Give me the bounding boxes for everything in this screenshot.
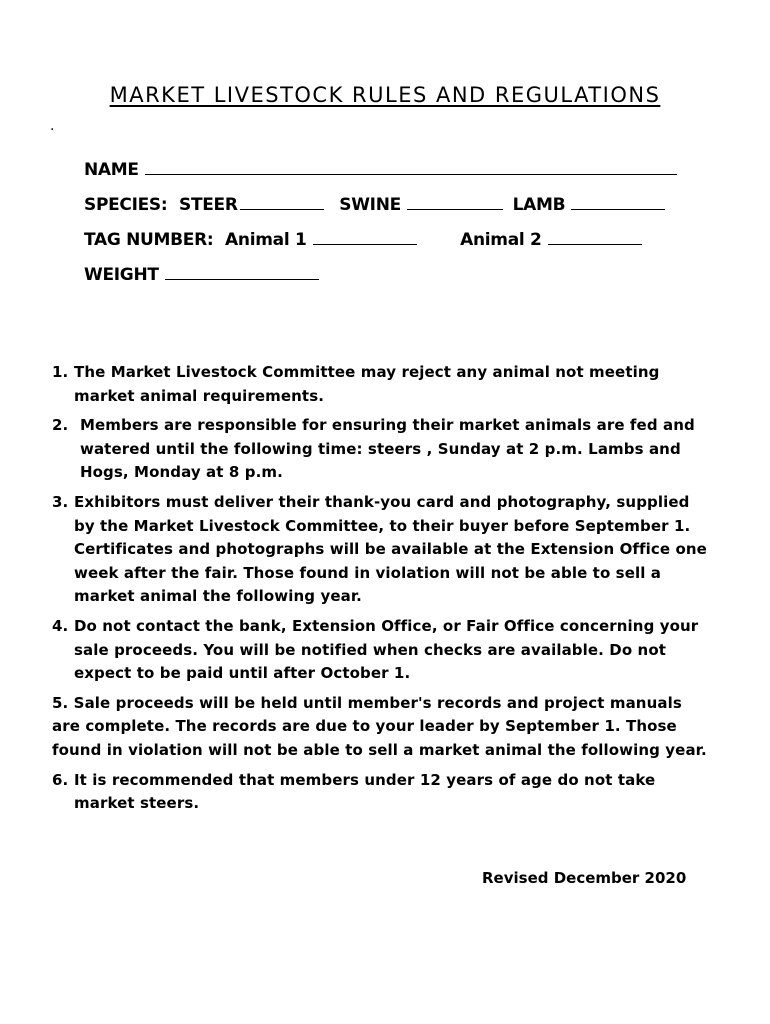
rule-text [52,692,712,763]
tag-number-label: TAG NUMBER: [84,230,214,250]
rules-list [52,361,712,822]
rule-item [52,692,712,763]
name-label: NAME [84,160,139,180]
rule-item [52,361,712,408]
weight-row [84,265,319,285]
weight-label: WEIGHT [84,265,159,285]
rule-number: 5. [52,693,69,712]
name-field[interactable] [145,173,677,175]
tag-number-row [84,230,642,250]
rule-text: It is recommended that members under 12 years of age do not take market steers. [74,770,656,813]
weight-field[interactable] [165,278,319,280]
steer-label: STEER [179,195,238,215]
species-label: SPECIES: [84,195,168,215]
lamb-field[interactable] [571,208,665,210]
rule-item [52,615,712,686]
rule-text: Do not contact the bank, Extension Office, or Fair Office concerning your sale proceeds. You will be notified when checks are available. Do not expect to be paid until after October 1. [74,616,699,683]
rule-number: 3. [52,492,69,511]
animal1-label: Animal 1 [225,230,307,250]
rule-text: Exhibitors must deliver their thank-you card and photography, supplied by the Market Livestock Committee, to their buyer before September 1. Certificates and photographs will be available at the Extension Office one week after the fair. Those found in violation will not be able to sell a market animal the following year. [74,492,707,606]
lamb-label: LAMB [512,195,566,215]
steer-field[interactable] [240,208,324,210]
rule-number: 4. [52,616,69,635]
swine-field[interactable] [407,208,503,210]
name-row [84,160,677,180]
animal1-field[interactable] [313,243,417,245]
rule-number: 2. [52,416,69,435]
document-title: MARKET LIVESTOCK RULES AND REGULATIONS [109,83,661,107]
species-row [84,195,665,215]
swine-label: SWINE [339,195,401,215]
animal2-field[interactable] [548,243,642,245]
rule-item [52,491,712,609]
rule-body: Sale proceeds will be held until member's records and project manuals are complete. The records are due to your leader by September 1. Those found in violation will not be able to sell a market animal the following year. [52,693,707,759]
revision-date: Revised December 2020 [482,869,687,887]
rule-text: The Market Livestock Committee may reject any animal not meeting market animal requirements. [74,363,660,405]
rule-number: 1. [52,363,69,381]
stray-dot: . [50,118,55,134]
rule-number: 6. [52,770,69,789]
rule-text: Members are responsible for ensuring their market animals are fed and watered until the following time: steers , Sunday at 2 p.m. Lambs and Hogs, Monday at 8 p.m. [80,416,695,482]
animal2-label: Animal 2 [460,230,542,250]
rule-item [52,769,712,816]
rule-item [52,414,712,485]
